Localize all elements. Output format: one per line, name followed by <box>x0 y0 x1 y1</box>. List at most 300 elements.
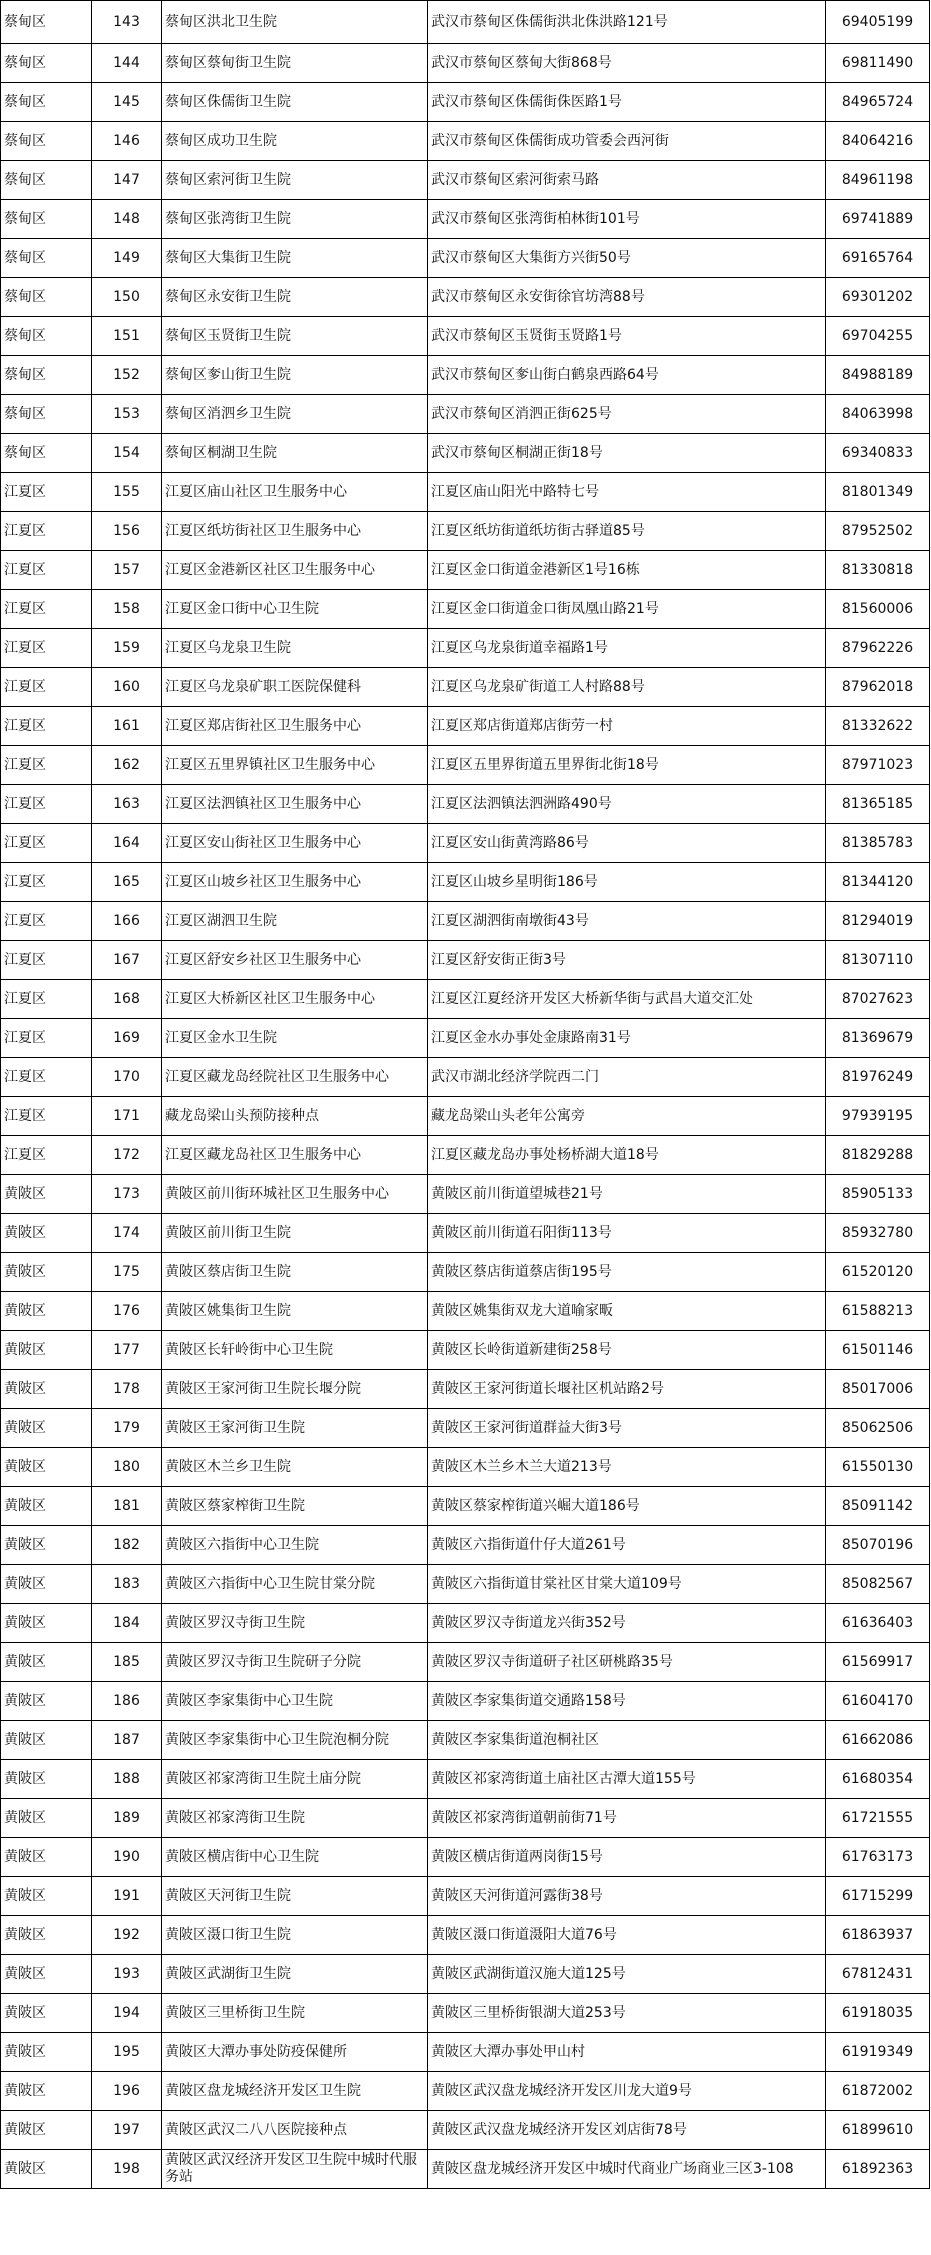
address-cell: 藏龙岛梁山头老年公寓旁 <box>428 1097 826 1136</box>
address-cell: 江夏区江夏经济开发区大桥新华街与武昌大道交汇处 <box>428 980 826 1019</box>
table-row <box>1 1760 930 1799</box>
number-cell: 176 <box>92 1292 162 1331</box>
district-cell: 黄陂区 <box>1 1604 92 1643</box>
table-row <box>1 1682 930 1721</box>
phone-cell: 69301202 <box>826 278 930 317</box>
number-cell: 169 <box>92 1019 162 1058</box>
number-cell: 179 <box>92 1409 162 1448</box>
address-cell: 黄陂区盘龙城经济开发区中城时代商业广场商业三区3-108 <box>428 2150 826 2189</box>
address-cell: 黄陂区武湖街道汉施大道125号 <box>428 1955 826 1994</box>
phone-cell: 69340833 <box>826 434 930 473</box>
clinic-name-cell: 江夏区山坡乡社区卫生服务中心 <box>162 863 428 902</box>
number-cell: 166 <box>92 902 162 941</box>
district-cell: 黄陂区 <box>1 1838 92 1877</box>
address-cell: 黄陂区罗汉寺街道龙兴街352号 <box>428 1604 826 1643</box>
table-row <box>1 200 930 239</box>
clinic-name-cell: 黄陂区罗汉寺街卫生院研子分院 <box>162 1643 428 1682</box>
district-cell: 江夏区 <box>1 551 92 590</box>
address-cell: 武汉市蔡甸区蔡甸大街868号 <box>428 44 826 83</box>
district-cell: 黄陂区 <box>1 1994 92 2033</box>
phone-cell: 61872002 <box>826 2072 930 2111</box>
table-row <box>1 122 930 161</box>
table-row <box>1 1799 930 1838</box>
clinic-name-cell: 蔡甸区消泗乡卫生院 <box>162 395 428 434</box>
phone-cell: 61918035 <box>826 1994 930 2033</box>
phone-cell: 61520120 <box>826 1253 930 1292</box>
table-row <box>1 551 930 590</box>
district-cell: 江夏区 <box>1 668 92 707</box>
clinic-name-cell: 黄陂区六指街中心卫生院甘棠分院 <box>162 1565 428 1604</box>
table-row <box>1 590 930 629</box>
clinic-name-cell: 黄陂区武汉二八八医院接种点 <box>162 2111 428 2150</box>
table-row <box>1 1526 930 1565</box>
phone-cell: 87952502 <box>826 512 930 551</box>
phone-cell: 81829288 <box>826 1136 930 1175</box>
table-row <box>1 941 930 980</box>
clinic-name-cell: 蔡甸区永安街卫生院 <box>162 278 428 317</box>
district-cell: 江夏区 <box>1 785 92 824</box>
district-cell: 蔡甸区 <box>1 161 92 200</box>
clinic-name-cell: 黄陂区李家集街中心卫生院 <box>162 1682 428 1721</box>
table-row <box>1 473 930 512</box>
district-cell: 江夏区 <box>1 941 92 980</box>
district-cell: 江夏区 <box>1 1097 92 1136</box>
district-cell: 黄陂区 <box>1 1877 92 1916</box>
phone-cell: 69741889 <box>826 200 930 239</box>
number-cell: 147 <box>92 161 162 200</box>
phone-cell: 61892363 <box>826 2150 930 2189</box>
address-cell: 黄陂区李家集街道泡桐社区 <box>428 1721 826 1760</box>
table-row <box>1 707 930 746</box>
number-cell: 188 <box>92 1760 162 1799</box>
address-cell: 武汉市蔡甸区张湾街柏林街101号 <box>428 200 826 239</box>
table-row <box>1 1916 930 1955</box>
clinic-name-cell: 蔡甸区奓山街卫生院 <box>162 356 428 395</box>
clinic-name-cell: 黄陂区前川街环城社区卫生服务中心 <box>162 1175 428 1214</box>
number-cell: 192 <box>92 1916 162 1955</box>
clinic-name-cell: 蔡甸区桐湖卫生院 <box>162 434 428 473</box>
address-cell: 黄陂区长岭街道新建街258号 <box>428 1331 826 1370</box>
address-cell: 江夏区郑店街道郑店街劳一村 <box>428 707 826 746</box>
table-row <box>1 1643 930 1682</box>
table-body <box>1 1 930 2189</box>
clinic-name-cell: 黄陂区大潭办事处防疫保健所 <box>162 2033 428 2072</box>
address-cell: 黄陂区祁家湾街道土庙社区古潭大道155号 <box>428 1760 826 1799</box>
clinic-name-cell: 蔡甸区成功卫生院 <box>162 122 428 161</box>
number-cell: 164 <box>92 824 162 863</box>
address-cell: 黄陂区天河街道河露街38号 <box>428 1877 826 1916</box>
address-cell: 武汉市蔡甸区侏儒街侏医路1号 <box>428 83 826 122</box>
number-cell: 170 <box>92 1058 162 1097</box>
address-cell: 黄陂区蔡店街道蔡店街195号 <box>428 1253 826 1292</box>
address-cell: 江夏区法泗镇法泗洲路490号 <box>428 785 826 824</box>
address-cell: 黄陂区前川街道石阳街113号 <box>428 1214 826 1253</box>
phone-cell: 61715299 <box>826 1877 930 1916</box>
phone-cell: 85017006 <box>826 1370 930 1409</box>
phone-cell: 85062506 <box>826 1409 930 1448</box>
number-cell: 185 <box>92 1643 162 1682</box>
district-cell: 江夏区 <box>1 707 92 746</box>
clinic-name-cell: 江夏区大桥新区社区卫生服务中心 <box>162 980 428 1019</box>
number-cell: 198 <box>92 2150 162 2189</box>
address-cell: 黄陂区王家河街道群益大街3号 <box>428 1409 826 1448</box>
clinic-name-cell: 黄陂区祁家湾街卫生院 <box>162 1799 428 1838</box>
table-row <box>1 980 930 1019</box>
clinic-name-cell: 蔡甸区索河街卫生院 <box>162 161 428 200</box>
number-cell: 197 <box>92 2111 162 2150</box>
table-row <box>1 785 930 824</box>
phone-cell: 84965724 <box>826 83 930 122</box>
number-cell: 160 <box>92 668 162 707</box>
number-cell: 148 <box>92 200 162 239</box>
phone-cell: 61763173 <box>826 1838 930 1877</box>
address-cell: 江夏区金水办事处金康路南31号 <box>428 1019 826 1058</box>
clinic-name-cell: 黄陂区蔡店街卫生院 <box>162 1253 428 1292</box>
district-cell: 江夏区 <box>1 473 92 512</box>
clinic-name-cell: 江夏区舒安乡社区卫生服务中心 <box>162 941 428 980</box>
table-row <box>1 1214 930 1253</box>
number-cell: 178 <box>92 1370 162 1409</box>
table-row <box>1 1097 930 1136</box>
table-row <box>1 434 930 473</box>
address-cell: 黄陂区祁家湾街道朝前街71号 <box>428 1799 826 1838</box>
number-cell: 196 <box>92 2072 162 2111</box>
phone-cell: 81365185 <box>826 785 930 824</box>
address-cell: 武汉市蔡甸区永安街徐官坊湾88号 <box>428 278 826 317</box>
district-cell: 黄陂区 <box>1 1955 92 1994</box>
address-cell: 黄陂区王家河街道长堰社区机站路2号 <box>428 1370 826 1409</box>
address-cell: 武汉市蔡甸区大集街方兴街50号 <box>428 239 826 278</box>
phone-cell: 61919349 <box>826 2033 930 2072</box>
phone-cell: 85091142 <box>826 1487 930 1526</box>
district-cell: 江夏区 <box>1 1058 92 1097</box>
district-cell: 江夏区 <box>1 980 92 1019</box>
table-row <box>1 1487 930 1526</box>
district-cell: 江夏区 <box>1 746 92 785</box>
table-row <box>1 1019 930 1058</box>
phone-cell: 85082567 <box>826 1565 930 1604</box>
district-cell: 蔡甸区 <box>1 122 92 161</box>
table-row <box>1 1994 930 2033</box>
clinic-name-cell: 江夏区安山街社区卫生服务中心 <box>162 824 428 863</box>
clinic-name-cell: 黄陂区李家集街中心卫生院泡桐分院 <box>162 1721 428 1760</box>
number-cell: 187 <box>92 1721 162 1760</box>
number-cell: 165 <box>92 863 162 902</box>
clinic-name-cell: 黄陂区木兰乡卫生院 <box>162 1448 428 1487</box>
table-row <box>1 2111 930 2150</box>
number-cell: 191 <box>92 1877 162 1916</box>
phone-cell: 81801349 <box>826 473 930 512</box>
district-cell: 江夏区 <box>1 1136 92 1175</box>
table-row <box>1 1058 930 1097</box>
address-cell: 江夏区藏龙岛办事处杨桥湖大道18号 <box>428 1136 826 1175</box>
table-row <box>1 1877 930 1916</box>
phone-cell: 61899610 <box>826 2111 930 2150</box>
number-cell: 155 <box>92 473 162 512</box>
phone-cell: 61588213 <box>826 1292 930 1331</box>
district-cell: 黄陂区 <box>1 2033 92 2072</box>
table-row <box>1 2072 930 2111</box>
clinic-name-cell: 黄陂区蔡家榨街卫生院 <box>162 1487 428 1526</box>
number-cell: 146 <box>92 122 162 161</box>
address-cell: 武汉市蔡甸区消泗正街625号 <box>428 395 826 434</box>
district-cell: 黄陂区 <box>1 1682 92 1721</box>
clinic-name-cell: 黄陂区前川街卫生院 <box>162 1214 428 1253</box>
clinic-name-cell: 江夏区乌龙泉矿职工医院保健科 <box>162 668 428 707</box>
address-cell: 黄陂区蔡家榨街道兴崛大道186号 <box>428 1487 826 1526</box>
number-cell: 181 <box>92 1487 162 1526</box>
phone-cell: 87027623 <box>826 980 930 1019</box>
number-cell: 195 <box>92 2033 162 2072</box>
phone-cell: 61501146 <box>826 1331 930 1370</box>
district-cell: 黄陂区 <box>1 2150 92 2189</box>
district-cell: 黄陂区 <box>1 1565 92 1604</box>
table-row <box>1 1604 930 1643</box>
table-row <box>1 1253 930 1292</box>
number-cell: 143 <box>92 1 162 44</box>
address-cell: 江夏区乌龙泉矿街道工人村路88号 <box>428 668 826 707</box>
address-cell: 武汉市蔡甸区侏儒街成功管委会西河街 <box>428 122 826 161</box>
phone-cell: 81369679 <box>826 1019 930 1058</box>
table-row <box>1 512 930 551</box>
district-cell: 蔡甸区 <box>1 83 92 122</box>
clinic-name-cell: 蔡甸区洪北卫生院 <box>162 1 428 44</box>
district-cell: 黄陂区 <box>1 1448 92 1487</box>
clinic-name-cell: 江夏区郑店街社区卫生服务中心 <box>162 707 428 746</box>
clinic-name-cell: 黄陂区祁家湾街卫生院土庙分院 <box>162 1760 428 1799</box>
number-cell: 152 <box>92 356 162 395</box>
number-cell: 193 <box>92 1955 162 1994</box>
table-row <box>1 239 930 278</box>
clinic-name-cell: 黄陂区六指街中心卫生院 <box>162 1526 428 1565</box>
address-cell: 江夏区安山街黄湾路86号 <box>428 824 826 863</box>
phone-cell: 81330818 <box>826 551 930 590</box>
table-row <box>1 1838 930 1877</box>
clinic-name-cell: 江夏区法泗镇社区卫生服务中心 <box>162 785 428 824</box>
table-row <box>1 1136 930 1175</box>
table-row <box>1 44 930 83</box>
table-row <box>1 395 930 434</box>
address-cell: 黄陂区武汉盘龙城经济开发区川龙大道9号 <box>428 2072 826 2111</box>
district-cell: 蔡甸区 <box>1 1 92 44</box>
table-row <box>1 1175 930 1214</box>
number-cell: 171 <box>92 1097 162 1136</box>
clinic-name-cell: 江夏区金口街中心卫生院 <box>162 590 428 629</box>
address-cell: 黄陂区三里桥街银湖大道253号 <box>428 1994 826 2033</box>
address-cell: 武汉市蔡甸区玉贤街玉贤路1号 <box>428 317 826 356</box>
address-cell: 黄陂区武汉盘龙城经济开发区刘店街78号 <box>428 2111 826 2150</box>
table-row <box>1 2033 930 2072</box>
number-cell: 173 <box>92 1175 162 1214</box>
district-cell: 江夏区 <box>1 590 92 629</box>
clinic-name-cell: 蔡甸区玉贤街卫生院 <box>162 317 428 356</box>
number-cell: 158 <box>92 590 162 629</box>
clinic-name-cell: 黄陂区天河街卫生院 <box>162 1877 428 1916</box>
district-cell: 江夏区 <box>1 629 92 668</box>
phone-cell: 81344120 <box>826 863 930 902</box>
table-row <box>1 278 930 317</box>
clinic-name-cell: 蔡甸区张湾街卫生院 <box>162 200 428 239</box>
phone-cell: 69405199 <box>826 1 930 44</box>
clinic-name-cell: 江夏区乌龙泉卫生院 <box>162 629 428 668</box>
phone-cell: 61680354 <box>826 1760 930 1799</box>
phone-cell: 85932780 <box>826 1214 930 1253</box>
table-row <box>1 668 930 707</box>
number-cell: 154 <box>92 434 162 473</box>
clinic-name-cell: 黄陂区武湖街卫生院 <box>162 1955 428 1994</box>
district-cell: 黄陂区 <box>1 1760 92 1799</box>
clinic-name-cell: 蔡甸区侏儒街卫生院 <box>162 83 428 122</box>
table-row <box>1 824 930 863</box>
phone-cell: 67812431 <box>826 1955 930 1994</box>
clinic-name-cell: 黄陂区武汉经济开发区卫生院中城时代服务站 <box>162 2150 428 2189</box>
clinic-name-cell: 江夏区五里界镇社区卫生服务中心 <box>162 746 428 785</box>
phone-cell: 81307110 <box>826 941 930 980</box>
district-cell: 黄陂区 <box>1 1331 92 1370</box>
number-cell: 174 <box>92 1214 162 1253</box>
phone-cell: 81332622 <box>826 707 930 746</box>
phone-cell: 85070196 <box>826 1526 930 1565</box>
number-cell: 183 <box>92 1565 162 1604</box>
table-row <box>1 1331 930 1370</box>
clinic-name-cell: 藏龙岛梁山头预防接种点 <box>162 1097 428 1136</box>
table-row <box>1 1370 930 1409</box>
clinic-name-cell: 黄陂区滠口街卫生院 <box>162 1916 428 1955</box>
phone-cell: 84988189 <box>826 356 930 395</box>
district-cell: 蔡甸区 <box>1 434 92 473</box>
district-cell: 黄陂区 <box>1 1643 92 1682</box>
address-cell: 黄陂区李家集街道交通路158号 <box>428 1682 826 1721</box>
number-cell: 159 <box>92 629 162 668</box>
district-cell: 蔡甸区 <box>1 395 92 434</box>
district-cell: 蔡甸区 <box>1 200 92 239</box>
phone-cell: 81385783 <box>826 824 930 863</box>
number-cell: 151 <box>92 317 162 356</box>
district-cell: 江夏区 <box>1 902 92 941</box>
table-row <box>1 317 930 356</box>
clinic-name-cell: 江夏区金水卫生院 <box>162 1019 428 1058</box>
phone-cell: 69704255 <box>826 317 930 356</box>
table-row <box>1 356 930 395</box>
address-cell: 武汉市蔡甸区索河街索马路 <box>428 161 826 200</box>
address-cell: 江夏区湖泗街南墩街43号 <box>428 902 826 941</box>
address-cell: 江夏区庙山阳光中路特七号 <box>428 473 826 512</box>
table-row <box>1 1721 930 1760</box>
table-row <box>1 1448 930 1487</box>
address-cell: 黄陂区木兰乡木兰大道213号 <box>428 1448 826 1487</box>
phone-cell: 61721555 <box>826 1799 930 1838</box>
number-cell: 189 <box>92 1799 162 1838</box>
clinic-name-cell: 江夏区湖泗卫生院 <box>162 902 428 941</box>
address-cell: 江夏区乌龙泉街道幸福路1号 <box>428 629 826 668</box>
phone-cell: 87962018 <box>826 668 930 707</box>
clinic-name-cell: 黄陂区姚集街卫生院 <box>162 1292 428 1331</box>
phone-cell: 84063998 <box>826 395 930 434</box>
phone-cell: 61569917 <box>826 1643 930 1682</box>
table-row <box>1 629 930 668</box>
number-cell: 145 <box>92 83 162 122</box>
phone-cell: 81560006 <box>826 590 930 629</box>
district-cell: 蔡甸区 <box>1 278 92 317</box>
district-cell: 江夏区 <box>1 863 92 902</box>
number-cell: 190 <box>92 1838 162 1877</box>
district-cell: 江夏区 <box>1 1019 92 1058</box>
address-cell: 江夏区纸坊街道纸坊街古驿道85号 <box>428 512 826 551</box>
clinic-name-cell: 黄陂区三里桥街卫生院 <box>162 1994 428 2033</box>
district-cell: 黄陂区 <box>1 2111 92 2150</box>
district-cell: 蔡甸区 <box>1 317 92 356</box>
number-cell: 144 <box>92 44 162 83</box>
district-cell: 黄陂区 <box>1 1253 92 1292</box>
number-cell: 150 <box>92 278 162 317</box>
table-row <box>1 2150 930 2189</box>
phone-cell: 81976249 <box>826 1058 930 1097</box>
clinic-name-cell: 江夏区藏龙岛经院社区卫生服务中心 <box>162 1058 428 1097</box>
district-cell: 蔡甸区 <box>1 239 92 278</box>
table-row <box>1 746 930 785</box>
district-cell: 黄陂区 <box>1 1292 92 1331</box>
table-row <box>1 1565 930 1604</box>
address-cell: 江夏区金口街道金口街凤凰山路21号 <box>428 590 826 629</box>
district-cell: 黄陂区 <box>1 1370 92 1409</box>
number-cell: 157 <box>92 551 162 590</box>
phone-cell: 87971023 <box>826 746 930 785</box>
clinic-name-cell: 黄陂区长轩岭街中心卫生院 <box>162 1331 428 1370</box>
clinic-name-cell: 黄陂区王家河街卫生院 <box>162 1409 428 1448</box>
clinic-name-cell: 黄陂区王家河街卫生院长堰分院 <box>162 1370 428 1409</box>
clinic-name-cell: 江夏区藏龙岛社区卫生服务中心 <box>162 1136 428 1175</box>
phone-cell: 85905133 <box>826 1175 930 1214</box>
address-cell: 黄陂区横店街道两岗街15号 <box>428 1838 826 1877</box>
number-cell: 153 <box>92 395 162 434</box>
number-cell: 186 <box>92 1682 162 1721</box>
phone-cell: 61662086 <box>826 1721 930 1760</box>
phone-cell: 69811490 <box>826 44 930 83</box>
address-cell: 黄陂区罗汉寺街道研子社区研桃路35号 <box>428 1643 826 1682</box>
number-cell: 163 <box>92 785 162 824</box>
address-cell: 江夏区金口街道金港新区1号16栋 <box>428 551 826 590</box>
number-cell: 161 <box>92 707 162 746</box>
table-row <box>1 83 930 122</box>
district-cell: 黄陂区 <box>1 1916 92 1955</box>
clinic-name-cell: 黄陂区罗汉寺街卫生院 <box>162 1604 428 1643</box>
table-row <box>1 1 930 44</box>
district-cell: 江夏区 <box>1 512 92 551</box>
clinic-name-cell: 黄陂区横店街中心卫生院 <box>162 1838 428 1877</box>
district-cell: 黄陂区 <box>1 1799 92 1838</box>
address-cell: 黄陂区前川街道望城巷21号 <box>428 1175 826 1214</box>
clinic-name-cell: 江夏区庙山社区卫生服务中心 <box>162 473 428 512</box>
address-cell: 武汉市湖北经济学院西二门 <box>428 1058 826 1097</box>
phone-cell: 81294019 <box>826 902 930 941</box>
district-cell: 黄陂区 <box>1 1409 92 1448</box>
clinic-name-cell: 蔡甸区蔡甸街卫生院 <box>162 44 428 83</box>
number-cell: 180 <box>92 1448 162 1487</box>
number-cell: 175 <box>92 1253 162 1292</box>
clinic-name-cell: 黄陂区盘龙城经济开发区卫生院 <box>162 2072 428 2111</box>
district-cell: 黄陂区 <box>1 1175 92 1214</box>
table-row <box>1 161 930 200</box>
clinic-name-cell: 江夏区纸坊街社区卫生服务中心 <box>162 512 428 551</box>
phone-cell: 61550130 <box>826 1448 930 1487</box>
number-cell: 182 <box>92 1526 162 1565</box>
address-cell: 江夏区山坡乡星明街186号 <box>428 863 826 902</box>
district-cell: 蔡甸区 <box>1 356 92 395</box>
address-cell: 黄陂区六指街道什仔大道261号 <box>428 1526 826 1565</box>
clinic-name-cell: 蔡甸区大集街卫生院 <box>162 239 428 278</box>
number-cell: 156 <box>92 512 162 551</box>
phone-cell: 84064216 <box>826 122 930 161</box>
